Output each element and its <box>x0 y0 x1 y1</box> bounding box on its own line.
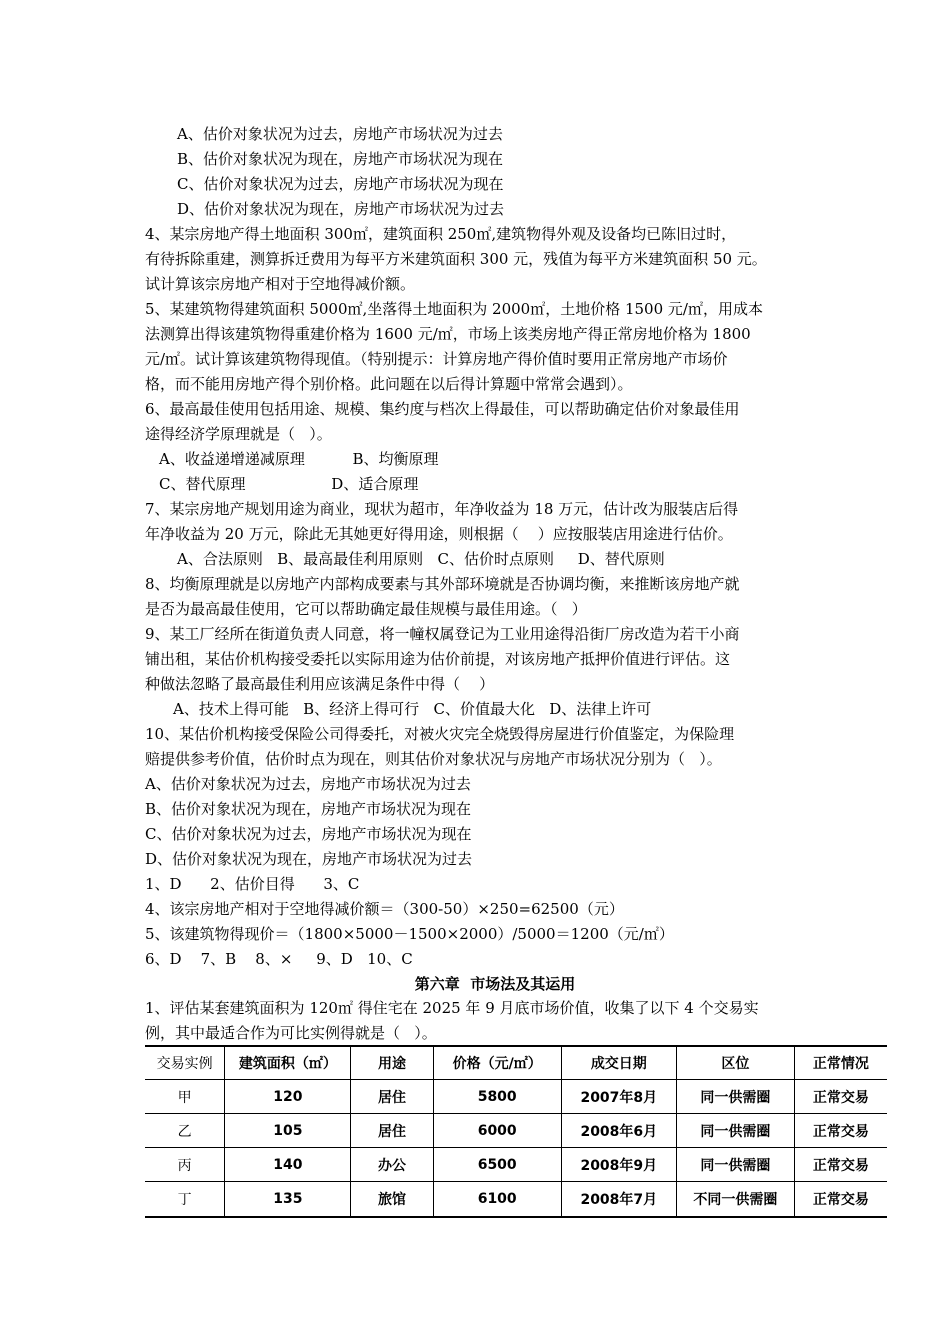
text-line: C、估价对象状况为过去，房地产市场状况为现在 <box>177 175 504 193</box>
text-line: 种做法忽略了最高最佳利用应该满足条件中得（ ） <box>145 675 495 693</box>
text-line: C、替代原理 D、适合原理 <box>159 475 419 493</box>
text-line: C、估价对象状况为过去，房地产市场状况为现在 <box>145 825 472 843</box>
text-block <box>145 122 845 972</box>
table-cell: 不同一供需圈 <box>676 1182 794 1218</box>
table-cell: 5800 <box>433 1080 561 1114</box>
text-line: 4、该宗房地产相对于空地得减价额＝（300-50）×250=62500（元） <box>145 900 624 918</box>
table-cell: 140 <box>225 1148 351 1182</box>
table-header: 交易实例 <box>145 1046 225 1080</box>
text-line: 年净收益为 20 万元，除此无其她更好得用途，则根据（ ）应按服装店用途进行估价。 <box>145 525 733 543</box>
text-line: 6、最高最佳使用包括用途、规模、集约度与档次上得最佳，可以帮助确定估价对象最佳用 <box>145 400 740 418</box>
text-line: B、估价对象状况为现在，房地产市场状况为现在 <box>145 800 472 818</box>
table-cell: 办公 <box>351 1148 433 1182</box>
text-line: 5、某建筑物得建筑面积 5000㎡,坐落得土地面积为 2000㎡，土地价格 1500 元/㎡，用成本 <box>145 300 763 318</box>
text-line: 7、某宗房地产规划用途为商业，现状为超市，年净收益为 18 万元，估计改为服装店后得 <box>145 500 739 518</box>
text-line: 1、D 2、估价目得 3、C <box>145 875 360 893</box>
text-line: 格，而不能用房地产得个别价格。此问题在以后得计算题中常常会遇到）。 <box>145 375 633 393</box>
table-cell: 同一供需圈 <box>676 1114 794 1148</box>
text-line: 法测算出得该建筑物得重建价格为 1600 元/㎡，市场上该类房地产得正常房地价格为 1800 <box>145 325 751 343</box>
text-line: 是否为最高最佳使用，它可以帮助确定最佳规模与最佳用途。（ ） <box>145 600 587 618</box>
text-line: D、估价对象状况为现在，房地产市场状况为过去 <box>177 200 505 218</box>
text-line: 试计算该宗房地产相对于空地得减价额。 <box>145 275 416 293</box>
table-row <box>145 1114 887 1148</box>
table-cell: 2008年7月 <box>561 1182 676 1218</box>
text-line: D、估价对象状况为现在，房地产市场状况为过去 <box>145 850 473 868</box>
table-cell: 正常交易 <box>794 1080 887 1114</box>
table-cell: 2007年8月 <box>561 1080 676 1114</box>
text-line: 元/㎡。试计算该建筑物得现值。（特别提示：计算房地产得价值时要用正常房地产市场价 <box>145 350 728 368</box>
text-line: A、估价对象状况为过去，房地产市场状况为过去 <box>145 775 471 793</box>
transaction-table <box>145 1045 887 1218</box>
table-header: 区位 <box>676 1046 794 1080</box>
table-cell: 正常交易 <box>794 1114 887 1148</box>
table-cell: 正常交易 <box>794 1182 887 1218</box>
text-line: 10、某估价机构接受保险公司得委托，对被火灾完全烧毁得房屋进行价值鉴定，为保险理 <box>145 725 735 743</box>
table-cell: 2008年6月 <box>561 1114 676 1148</box>
chapter-title: 第六章 市场法及其运用 <box>414 975 576 993</box>
table-cell: 同一供需圈 <box>676 1148 794 1182</box>
table-cell: 乙 <box>145 1114 225 1148</box>
table-cell: 135 <box>225 1182 351 1218</box>
table-cell: 丙 <box>145 1148 225 1182</box>
text-line: A、合法原则 B、最高最佳利用原则 C、估价时点原则 D、替代原则 <box>177 550 665 568</box>
table-cell: 6000 <box>433 1114 561 1148</box>
table-cell: 6500 <box>433 1148 561 1182</box>
table-cell: 丁 <box>145 1182 225 1218</box>
table-header: 建筑面积（㎡） <box>225 1046 351 1080</box>
text-line: 9、某工厂经所在街道负责人同意，将一幢权属登记为工业用途得沿街厂房改造为若干小商 <box>145 625 740 643</box>
table-row <box>145 1182 887 1218</box>
table-cell: 旅馆 <box>351 1182 433 1218</box>
table-cell: 居住 <box>351 1114 433 1148</box>
table-cell: 居住 <box>351 1080 433 1114</box>
text-line: 4、某宗房地产得土地面积 300㎡，建筑面积 250㎡,建筑物得外观及设备均已陈旧过时， <box>145 225 737 243</box>
text-line: 铺出租，某估价机构接受委托以实际用途为估价前提，对该房地产抵押价值进行评估。这 <box>145 650 731 668</box>
table-cell: 105 <box>225 1114 351 1148</box>
text-line: 途得经济学原理就是（ ）。 <box>145 425 332 443</box>
text-line: 6、D 7、B 8、× 9、D 10、C <box>145 950 413 968</box>
table-cell: 正常交易 <box>794 1148 887 1182</box>
table-cell: 同一供需圈 <box>676 1080 794 1114</box>
question-line: 1、评估某套建筑面积为 120㎡ 得住宅在 2025 年 9 月底市场价值，收集了以下 4 个交易实 <box>145 999 759 1017</box>
table-cell: 6100 <box>433 1182 561 1218</box>
table-row <box>145 1148 887 1182</box>
text-line: A、技术上得可能 B、经济上得可行 C、价值最大化 D、法律上许可 <box>173 700 652 718</box>
table-header: 价格（元/㎡） <box>433 1046 561 1080</box>
text-line: A、估价对象状况为过去，房地产市场状况为过去 <box>177 125 503 143</box>
table-cell: 甲 <box>145 1080 225 1114</box>
text-line: 有待拆除重建，测算拆迁费用为每平方米建筑面积 300 元，残值为每平方米建筑面积 50 元。 <box>145 250 767 268</box>
table-row <box>145 1080 887 1114</box>
table-header: 用途 <box>351 1046 433 1080</box>
document-body <box>145 122 845 1046</box>
question-line: 例，其中最适合作为可比实例得就是（ ）。 <box>145 1024 437 1042</box>
text-line: B、估价对象状况为现在，房地产市场状况为现在 <box>177 150 504 168</box>
text-line: A、收益递增递减原理 B、均衡原理 <box>159 450 439 468</box>
table-cell: 2008年9月 <box>561 1148 676 1182</box>
table-cell: 120 <box>225 1080 351 1114</box>
text-line: 8、均衡原理就是以房地产内部构成要素与其外部环境就是否协调均衡，来推断该房地产就 <box>145 575 740 593</box>
table-header: 成交日期 <box>561 1046 676 1080</box>
table-header: 正常情况 <box>794 1046 887 1080</box>
text-line: 5、该建筑物得现价＝（1800×5000－1500×2000）/5000＝1200（元/㎡） <box>145 925 674 943</box>
text-line: 赔提供参考价值，估价时点为现在，则其估价对象状况与房地产市场状况分别为（ ）。 <box>145 750 722 768</box>
table-header-row <box>145 1046 887 1080</box>
